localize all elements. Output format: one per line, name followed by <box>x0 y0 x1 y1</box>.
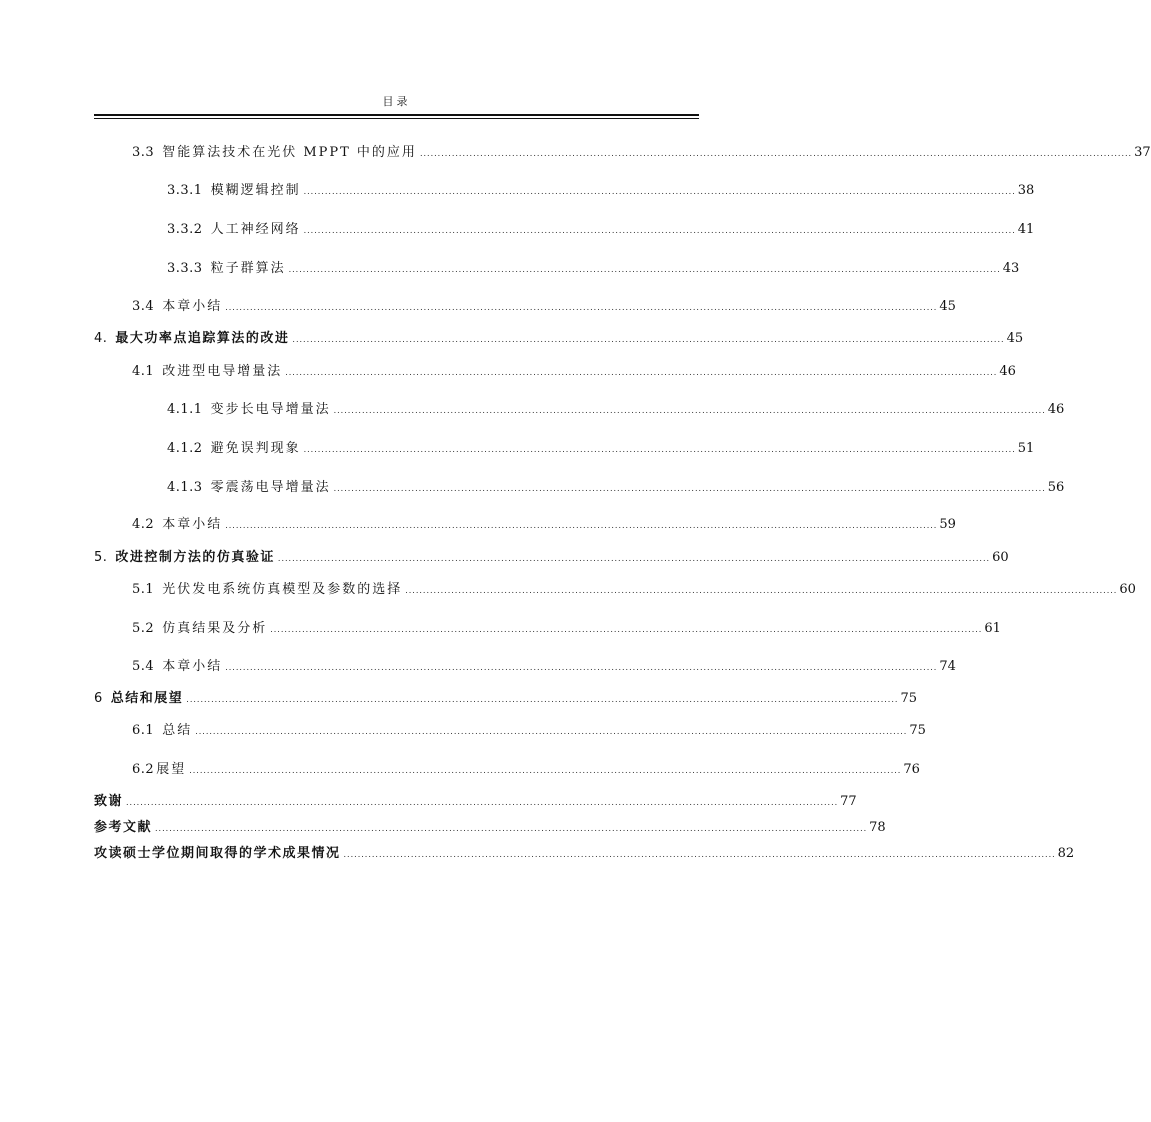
toc-entry-number: 3.3.1 <box>167 183 203 198</box>
toc-entry-page: 38 <box>1017 183 1035 198</box>
toc-entry[interactable] <box>167 480 1065 497</box>
toc-entry-page: 61 <box>984 621 1001 636</box>
page-header-title: 目录 <box>382 95 411 108</box>
toc-entry-number: 4.1.3 <box>167 480 203 495</box>
toc-entry-page: 41 <box>1017 222 1035 237</box>
toc-entry[interactable] <box>132 364 1016 381</box>
toc-entry-number: 6 <box>94 691 103 706</box>
toc-entry-number: 4.1.1 <box>167 402 203 417</box>
toc-entry-title: 总结和展望 <box>110 691 184 706</box>
dot-leader: ......................................................................................................................................................................................................... <box>270 625 983 634</box>
dot-leader: ......................................................................................................................................................................................................... <box>303 226 1016 235</box>
toc-entry[interactable] <box>132 621 1001 638</box>
toc-entry[interactable] <box>132 582 1136 599</box>
toc-entry-page: 37 <box>1134 145 1151 160</box>
toc-entry[interactable] <box>132 145 1151 162</box>
dot-leader: ......................................................................................................................................................................................................... <box>225 521 938 530</box>
header-rule-thin <box>94 118 699 119</box>
dot-leader: ......................................................................................................................................................................................................... <box>343 850 1056 859</box>
dot-leader: ......................................................................................................................................................................................................... <box>126 798 839 807</box>
toc-entry-page: 60 <box>992 550 1009 565</box>
toc-entry-page: 45 <box>939 299 956 314</box>
toc-entry-title: 模糊逻辑控制 <box>210 183 301 198</box>
toc-entry-number: 4.2 <box>132 517 155 532</box>
toc-entry-page: 56 <box>1047 480 1065 495</box>
toc-entry-title: 展望 <box>156 762 187 777</box>
dot-leader: ......................................................................................................................................................................................................... <box>186 695 899 704</box>
toc-entry-number: 5. <box>94 550 108 565</box>
toc-entry-number: 3.3.2 <box>167 222 203 237</box>
toc-entry-title: 致谢 <box>94 794 124 809</box>
toc-entry[interactable] <box>94 820 886 837</box>
dot-leader: ......................................................................................................................................................................................................... <box>405 586 1118 595</box>
dot-leader: ......................................................................................................................................................................................................... <box>155 824 868 833</box>
toc-entry-title: 改进型电导增量法 <box>162 364 283 379</box>
toc-entry-page: 59 <box>939 517 956 532</box>
toc-entry-title: 最大功率点追踪算法的改进 <box>115 331 290 346</box>
toc-entry-page: 82 <box>1057 846 1075 861</box>
toc-entry-title: 攻读硕士学位期间取得的学术成果情况 <box>94 846 341 861</box>
toc-entry[interactable] <box>132 762 920 779</box>
toc-entry-number: 5.1 <box>132 582 155 597</box>
toc-entry[interactable] <box>132 299 956 316</box>
toc-entry-number: 3.3.3 <box>167 261 203 276</box>
toc-entry-page: 46 <box>999 364 1016 379</box>
toc-entry-number: 6.1 <box>132 723 155 738</box>
toc-entry[interactable] <box>167 441 1035 458</box>
dot-leader: ......................................................................................................................................................................................................... <box>303 187 1016 196</box>
dot-leader: ......................................................................................................................................................................................................... <box>195 727 908 736</box>
toc-entry-title: 改进控制方法的仿真验证 <box>115 550 275 565</box>
toc-entry[interactable] <box>167 222 1035 239</box>
toc-entry-page: 76 <box>903 762 920 777</box>
toc-entry-title: 本章小结 <box>162 299 223 314</box>
toc-entry[interactable] <box>132 659 956 676</box>
dot-leader: ......................................................................................................................................................................................................... <box>288 265 1001 274</box>
toc-entry-title: 智能算法技术在光伏 MPPT 中的应用 <box>162 145 417 160</box>
dot-leader: ......................................................................................................................................................................................................... <box>419 149 1133 158</box>
toc-entry[interactable] <box>167 261 1020 278</box>
toc-entry-title: 本章小结 <box>162 659 223 674</box>
toc-entry-title: 参考文献 <box>94 820 153 835</box>
toc-entry[interactable] <box>94 794 857 811</box>
dot-leader: ......................................................................................................................................................................................................... <box>292 335 1005 344</box>
toc-entry[interactable] <box>167 402 1065 419</box>
toc-entry-page: 51 <box>1017 441 1035 456</box>
dot-leader: ......................................................................................................................................................................................................... <box>303 445 1016 454</box>
toc-entry-page: 77 <box>840 794 857 809</box>
dot-leader: ......................................................................................................................................................................................................... <box>225 663 938 672</box>
toc-entry-number: 5.4 <box>132 659 155 674</box>
dot-leader: ......................................................................................................................................................................................................... <box>189 766 902 775</box>
dot-leader: ......................................................................................................................................................................................................... <box>285 368 998 377</box>
toc-entry-number: 3.4 <box>132 299 155 314</box>
toc-entry[interactable] <box>132 517 956 534</box>
toc-entry-title: 总结 <box>162 723 193 738</box>
dot-leader: ......................................................................................................................................................................................................... <box>277 554 991 563</box>
toc-entry-page: 60 <box>1119 582 1136 597</box>
toc-entry-number: 5.2 <box>132 621 155 636</box>
toc-entry-page: 75 <box>900 691 917 706</box>
header-rule-thick <box>94 114 699 116</box>
toc-entry-page: 75 <box>909 723 926 738</box>
toc-entry-title: 光伏发电系统仿真模型及参数的选择 <box>162 582 403 597</box>
toc-entry[interactable] <box>132 723 926 740</box>
toc-entry-title: 仿真结果及分析 <box>162 621 268 636</box>
toc-entry[interactable] <box>94 691 917 708</box>
toc-entry-page: 74 <box>939 659 956 674</box>
dot-leader: ......................................................................................................................................................................................................... <box>333 406 1046 415</box>
toc-entry-page: 46 <box>1047 402 1065 417</box>
toc-entry[interactable] <box>94 550 1009 567</box>
toc-entry[interactable] <box>94 846 1075 863</box>
toc-entry-number: 4.1 <box>132 364 155 379</box>
toc-entry-title: 零震荡电导增量法 <box>210 480 331 495</box>
toc-entry-title: 粒子群算法 <box>210 261 286 276</box>
toc-entry-number: 6.2 <box>132 762 155 777</box>
toc-entry-number: 4.1.2 <box>167 441 203 456</box>
toc-entry-number: 4. <box>94 331 108 346</box>
toc-entry-title: 人工神经网络 <box>210 222 301 237</box>
toc-entry-title: 避免误判现象 <box>210 441 301 456</box>
dot-leader: ......................................................................................................................................................................................................... <box>333 484 1046 493</box>
toc-entry-title: 本章小结 <box>162 517 223 532</box>
toc-entry-page: 45 <box>1006 331 1024 346</box>
toc-entry-page: 78 <box>869 820 886 835</box>
toc-entry[interactable] <box>94 331 1024 348</box>
toc-entry-number: 3.3 <box>132 145 155 160</box>
toc-entry-page: 43 <box>1002 261 1020 276</box>
dot-leader: ......................................................................................................................................................................................................... <box>225 303 938 312</box>
toc-entry[interactable] <box>167 183 1035 200</box>
toc-entry-title: 变步长电导增量法 <box>210 402 331 417</box>
